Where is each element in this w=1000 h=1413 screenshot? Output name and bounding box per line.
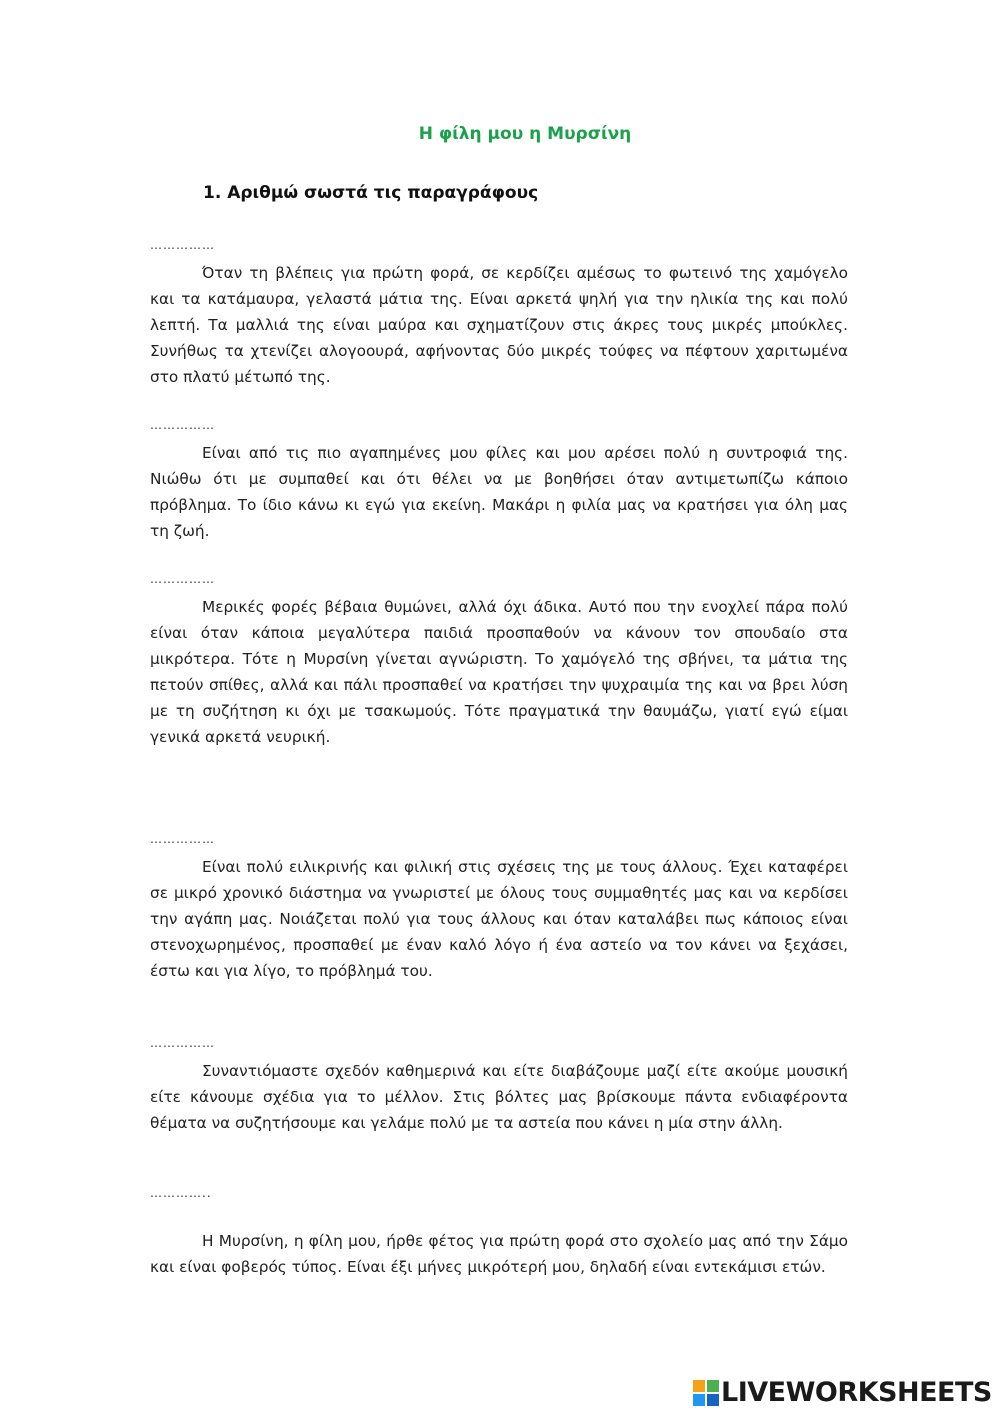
liveworksheets-logo[interactable] [693, 1378, 992, 1408]
number-blank[interactable]: …………… [150, 238, 215, 252]
paragraph-block [150, 832, 848, 984]
number-blank[interactable]: …………… [150, 418, 215, 432]
number-blank[interactable]: ………….. [150, 1186, 212, 1200]
number-blank[interactable]: …………… [150, 572, 215, 586]
paragraph-block [150, 572, 848, 750]
paragraph-text: Όταν τη βλέπεις για πρώτη φορά, σε κερδίζει αμέσως το φωτεινό της χαμόγελο και τα κατάμαυρα, γελαστά μάτια της. Είναι αρκετά ψηλή για την ηλικία της και πολύ λεπτή. Τα μαλλιά της είναι μαύρα και σχηματίζουν στις άκρες τους μικρές μπούκλες. Συνήθως τα χτενίζει αλογοουρά, αφήνοντας δύο μικρές τούφες να πέφτουν χαριτωμένα στο πλατύ μέτωπό της. [150, 264, 848, 386]
paragraph-text: Είναι πολύ ειλικρινής και φιλική στις σχέσεις της με τους άλλους. Έχει καταφέρει σε μικρό χρονικό διάστημα να γνωριστεί με όλους τους συμμαθητές μας και να κερδίσει την αγάπη μας. Νοιάζεται πολύ για τους άλλους και όταν καταλάβει πως κάποιος είναι στενοχωρημένος, προσπαθεί με έναν καλό λόγο ή ένα αστείο να τον κάνει να ξεχάσει, έστω και για λίγο, το πρόβλημά του. [150, 858, 848, 980]
logo-mark-icon [693, 1380, 719, 1406]
number-blank[interactable]: …………… [150, 832, 215, 846]
logo-block-icon [707, 1394, 719, 1406]
document-title: Η φίλη μου η Μυρσίνη [418, 124, 632, 144]
paragraph-text: Η Μυρσίνη, η φίλη μου, ήρθε φέτος για πρώτη φορά στο σχολείο μας από την Σάμο και είναι φοβερός τύπος. Είναι έξι μήνες μικρότερή μου, δηλαδή είναι εντεκάμισι ετών. [150, 1232, 848, 1276]
paragraph-block [150, 238, 848, 390]
paragraph-text: Είναι από τις πιο αγαπημένες μου φίλες και μου αρέσει πολύ η συντροφιά της. Νιώθω ότι με συμπαθεί και ότι θέλει να με βοηθήσει όταν αντιμετωπίζω κάποιο πρόβλημα. Το ίδιο κάνω κι εγώ για εκείνη. Μακάρι η φιλία μας να κρατήσει για όλη μας τη ζωή. [150, 444, 848, 540]
paragraph-block [150, 418, 848, 544]
paragraph-text: Συναντιόμαστε σχεδόν καθημερινά και είτε διαβάζουμε μαζί είτε ακούμε μουσική είτε κάνουμε σχέδια για το μέλλον. Στις βόλτες μας βρίσκουμε πάντα ενδιαφέροντα θέματα να συζητήσουμε και γελάμε πολύ με τα αστεία που κάνει η μία στην άλλη. [150, 1062, 848, 1132]
logo-block-icon [693, 1394, 705, 1406]
logo-block-icon [707, 1380, 719, 1392]
paragraph-block [150, 1186, 848, 1280]
number-blank[interactable]: …………… [150, 1036, 215, 1050]
paragraph-block [150, 1036, 848, 1136]
exercise-heading: 1. Αριθμώ σωστά τις παραγράφους [203, 183, 539, 203]
logo-text: LIVEWORKSHEETS [721, 1377, 992, 1408]
logo-block-icon [693, 1380, 705, 1392]
paragraph-text: Μερικές φορές βέβαια θυμώνει, αλλά όχι άδικα. Αυτό που την ενοχλεί πάρα πολύ είναι όταν κάποια μεγαλύτερα παιδιά προσπαθούν να κάνουν τον σπουδαίο στα μικρότερα. Τότε η Μυρσίνη γίνεται αγνώριστη. Το χαμόγελό της σβήνει, τα μάτια της πετούν σπίθες, αλλά και πάλι προσπαθεί να κρατήσει την ψυχραιμία της και να βρει λύση με τη συζήτηση κι όχι με τσακωμούς. Τότε πραγματικά την θαυμάζω, γιατί εγώ είμαι γενικά αρκετά νευρική. [150, 598, 848, 746]
